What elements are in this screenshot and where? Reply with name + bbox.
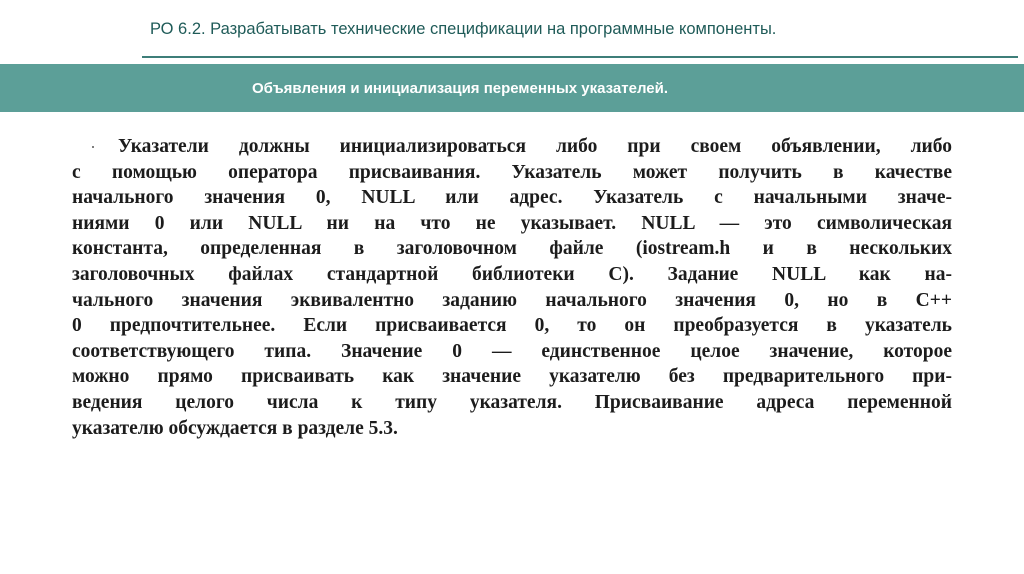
text-line: 0 предпочтительнее. Если присваивается 0, то он преобразуется в указатель <box>72 315 952 337</box>
text-line: константа, определенная в заголовочном файле (iostream.h и в нескольких <box>72 238 952 260</box>
text-line: соответствующего типа. Значение 0 — единственное целое значение, которое <box>72 340 952 362</box>
text-line: заголовочных файлах стандартной библиотеки С). Задание NULL как на- <box>72 263 952 285</box>
header-divider <box>142 56 1018 58</box>
section-banner <box>0 64 1024 112</box>
text-line: можно прямо присваивать как значение указателю без предварительного при- <box>72 366 952 388</box>
page-title: РО 6.2. Разрабатывать технические спецификации на программные компоненты. <box>150 20 777 38</box>
body-text <box>72 134 952 441</box>
text-line: ведения целого числа к типу указателя. Присваивание адреса переменной <box>72 391 952 413</box>
text-line: указателю обсуждается в разделе 5.3. <box>72 417 398 439</box>
text-line: начального значения 0, NULL или адрес. Указатель с начальными значе- <box>72 187 952 209</box>
text-line: Указатели должны инициализироваться либо при своем объявлении, либо <box>118 136 952 157</box>
section-title: Объявления и инициализация переменных указателей. <box>252 80 669 97</box>
text-line: с помощью оператора присваивания. Указатель может получить в качестве <box>72 161 952 183</box>
text-line: ниями 0 или NULL ни на что не указывает. NULL — это символическая <box>72 212 952 234</box>
text-line: чального значения эквивалентно заданию начального значения 0, но в С++ <box>72 289 952 311</box>
